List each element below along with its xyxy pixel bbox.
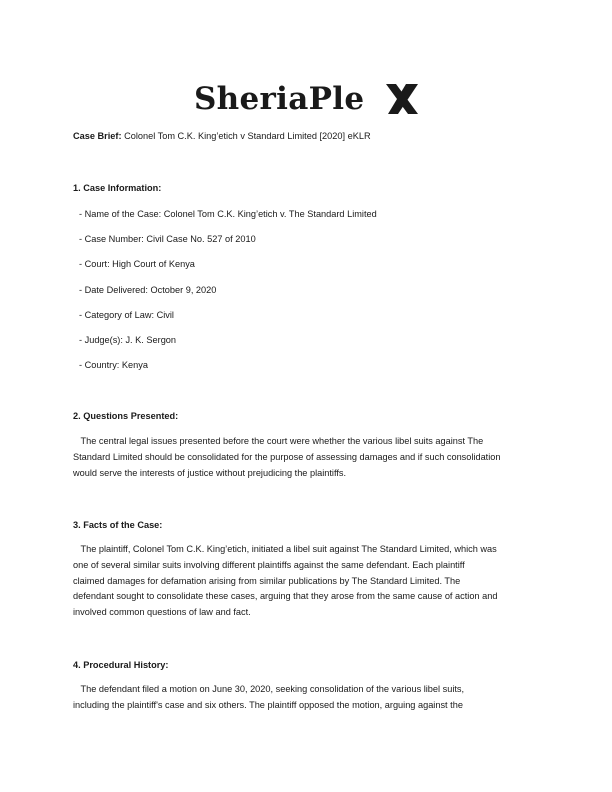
procedural-history-paragraph (73, 682, 549, 714)
case-info-item: - Category of Law: Civil (79, 310, 174, 320)
questions-presented-paragraph (73, 434, 549, 481)
paragraph-line: would serve the interests of justice without prejudicing the plaintiffs. (73, 467, 347, 478)
case-information-heading: 1. Case Information: (73, 183, 162, 193)
paragraph-line: The central legal issues presented before the court were whether the various libel suits against The (73, 436, 484, 446)
facts-heading: 3. Facts of the Case: (73, 520, 163, 530)
case-info-item: - Country: Kenya (79, 360, 148, 370)
questions-presented-heading: 2. Questions Presented: (73, 411, 179, 421)
paragraph-line: The defendant filed a motion on June 30, 2020, seeking consolidation of the various libel suits, (73, 684, 465, 694)
paragraph-line: including the plaintiff's case and six others. The plaintiff opposed the motion, arguing against the (73, 699, 463, 710)
case-info-item: - Date Delivered: October 9, 2020 (79, 285, 217, 295)
logo-wordmark: SheriaPle (194, 81, 365, 117)
paragraph-line: The plaintiff, Colonel Tom C.K. King’etich, initiated a libel suit against The Standard Limited, which was (73, 544, 497, 554)
paragraph-line: involved common questions of law and fact. (73, 607, 251, 618)
paragraph-line: one of several similar suits involving different plaintiffs against the same defendant. Each plaintiff (73, 559, 465, 570)
case-info-item: - Judge(s): J. K. Sergon (79, 335, 177, 345)
paragraph-line: defendant sought to consolidate these cases, arguing that they arose from the same cause of action and (73, 591, 498, 602)
sheriaplex-logo (194, 78, 424, 120)
case-brief-title (73, 131, 371, 141)
case-brief-name: Colonel Tom C.K. King’etich v Standard Limited [2020] eKLR (124, 131, 371, 141)
case-info-item: - Court: High Court of Kenya (79, 259, 195, 269)
paragraph-line: Standard Limited should be consolidated for the purpose of assessing damages and if such consolidation (73, 451, 501, 462)
case-info-item: - Name of the Case: Colonel Tom C.K. King’etich v. The Standard Limited (79, 209, 377, 219)
logo-x-mark (384, 82, 420, 116)
case-brief-label: Case Brief: (73, 131, 122, 141)
paragraph-line: claimed damages for defamation arising from similar publications by The Standard Limited. The (73, 575, 461, 586)
procedural-history-heading: 4. Procedural History: (73, 660, 169, 670)
facts-paragraph (73, 542, 549, 621)
case-info-item: - Case Number: Civil Case No. 527 of 2010 (79, 234, 256, 244)
